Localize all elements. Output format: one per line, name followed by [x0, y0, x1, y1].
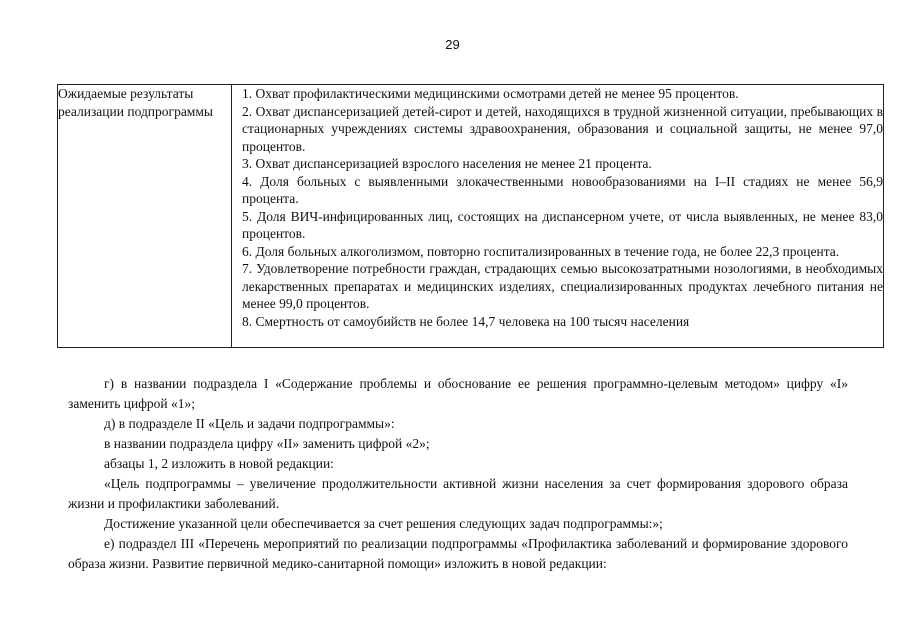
table-items-cell — [232, 85, 884, 348]
table-label-cell: Ожидаемые результаты реализации подпрограммы — [58, 85, 232, 348]
list-item: 1. Охват профилактическими медицинскими осмотрами детей не менее 95 процентов. — [242, 86, 739, 101]
paragraph: в названии подраздела цифру «II» заменить цифрой «2»; — [104, 436, 430, 451]
body-text — [68, 374, 848, 574]
list-item: 3. Охват диспансеризацией взрослого населения не менее 21 процента. — [242, 156, 652, 171]
list-item: 2. Охват диспансеризацией детей-сирот и детей, находящихся в трудной жизненной ситуации, пребывающих в стационарных учреждениях системы здравоохранения, образования и социальной защиты, не менее 97,0 процентов. — [242, 103, 883, 154]
results-table — [57, 84, 884, 348]
list-item: 7. Удовлетворение потребности граждан, страдающих семью высокозатратными нозологиями, в необходимых лекарственных препаратах и медицинских изделиях, специализированных продуктах лечебного питания не менее 99,0 процентов. — [242, 261, 883, 311]
paragraph: г) в названии подраздела I «Содержание проблемы и обоснование ее решения программно-целевым методом» цифру «I» заменить цифрой «1»; — [68, 376, 848, 411]
list-item: 6. Доля больных алкоголизмом, повторно госпитализированных в течение года, не более 22,3 процента. — [242, 243, 840, 259]
list-item: 8. Смертность от самоубийств не более 14,7 человека на 100 тысяч населения — [242, 313, 690, 329]
page-number: 29 — [445, 37, 460, 52]
paragraph: д) в подразделе II «Цель и задачи подпрограммы»: — [104, 416, 395, 431]
paragraph: е) подраздел III «Перечень мероприятий по реализации подпрограммы «Профилактика заболеваний и формирование здорового образа жизни. Развитие первичной медико-санитарной помощи» изложить в новой редакции: — [68, 536, 848, 571]
paragraph: «Цель подпрограммы – увеличение продолжительности активной жизни населения за счет формирования здорового образа жизни и профилактики заболеваний. — [68, 476, 848, 511]
paragraph: Достижение указанной цели обеспечивается за счет решения следующих задач подпрограммы:»; — [104, 516, 663, 531]
paragraph: абзацы 1, 2 изложить в новой редакции: — [104, 456, 334, 471]
list-item: 5. Доля ВИЧ-инфицированных лиц, состоящих на диспансерном учете, от числа выявленных, не менее 83,0 процентов. — [242, 208, 883, 241]
list-item: 4. Доля больных с выявленными злокачественными новообразованиями на I–II стадиях не менее 56,9 процента. — [242, 173, 883, 206]
table-row — [58, 85, 884, 348]
